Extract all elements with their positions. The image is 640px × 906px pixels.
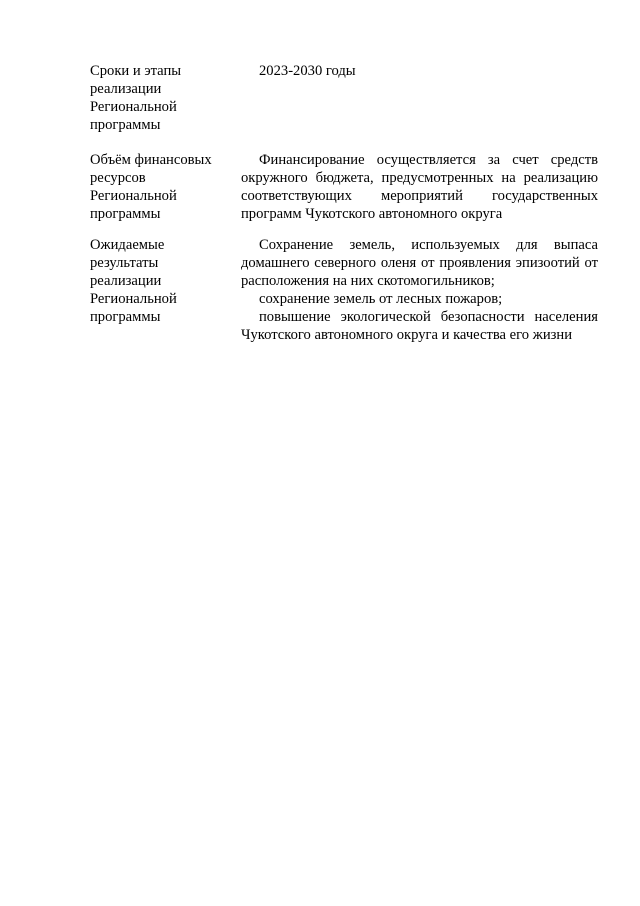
row-label-line: программы	[90, 309, 161, 325]
value-paragraph: Финансирование осуществляется за счет средств окружного бюджета, предусмотренных на реализацию соответствующих мероприятий государственных программ Чукотского автономного округа	[241, 152, 598, 222]
row-value	[241, 236, 598, 344]
row-label-line: Региональной	[90, 99, 177, 115]
row-label-line: Региональной	[90, 188, 177, 204]
row-label-line: Объём финансовых	[90, 152, 212, 168]
row-label	[90, 151, 230, 223]
row-label	[90, 62, 230, 134]
row-label-line: программы	[90, 206, 161, 222]
row-label	[90, 236, 230, 326]
row-value	[241, 151, 598, 223]
value-paragraph: 2023-2030 годы	[259, 63, 356, 79]
row-value	[241, 62, 598, 80]
row-label-line: Сроки и этапы	[90, 63, 182, 79]
value-paragraph: сохранение земель от лесных пожаров;	[259, 291, 503, 307]
value-paragraph: повышение экологической безопасности населения Чукотского автономного округа и качества его жизни	[241, 309, 598, 343]
row-label-line: реализации	[90, 81, 162, 97]
row-label-line: результаты	[90, 255, 159, 271]
value-paragraph: Сохранение земель, используемых для выпаса домашнего северного оленя от проявления эпизоотий от расположения на них скотомогильников;	[241, 237, 598, 289]
row-label-line: Региональной	[90, 291, 177, 307]
row-label-line: программы	[90, 117, 161, 133]
row-label-line: реализации	[90, 273, 162, 289]
row-label-line: ресурсов	[90, 170, 146, 186]
row-label-line: Ожидаемые	[90, 237, 165, 253]
